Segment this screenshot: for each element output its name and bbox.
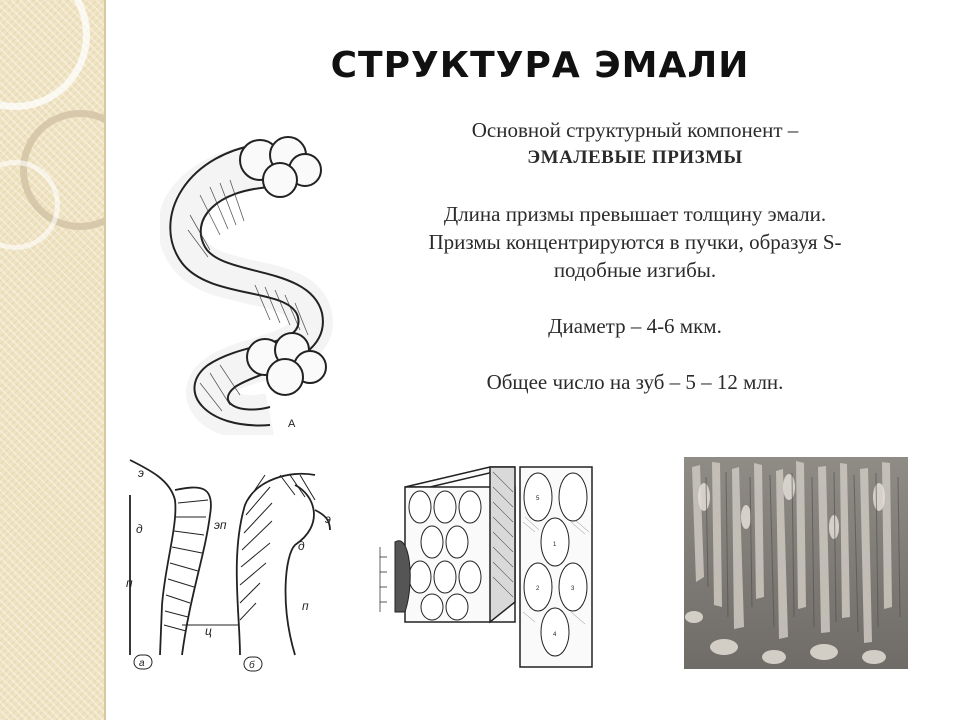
enamel-label-a: э <box>138 466 144 480</box>
body-text <box>360 116 910 396</box>
c-label: ц <box>205 624 212 638</box>
fig-a-label: а <box>139 658 145 669</box>
dentin-label-a: д <box>136 522 143 536</box>
ep-label: эп <box>214 518 227 532</box>
prism-bundle-illustration <box>160 125 350 435</box>
prism-number-2: 2 <box>536 586 540 592</box>
pulp-label-b: п <box>302 599 309 613</box>
bends-line: подобные изгибы. <box>553 258 717 282</box>
side-band-edge <box>104 0 106 720</box>
prism-number-1: 1 <box>553 542 557 548</box>
diameter-line: Диаметр – 4-6 мкм. <box>548 314 722 338</box>
bundles-line: Призмы концентрируются в пучки, образуя S- <box>428 230 842 254</box>
count-line: Общее число на зуб – 5 – 12 млн. <box>486 370 784 394</box>
prism-number-5: 5 <box>536 496 540 502</box>
slide-title: СТРУКТУРА ЭМАЛИ <box>330 45 750 86</box>
prism-block-diagram <box>375 462 595 672</box>
dentin-label-b: д <box>298 539 305 553</box>
enamel-prisms-label: ЭМАЛЕВЫЕ ПРИЗМЫ <box>527 147 743 168</box>
intro-line: Основной структурный компонент – <box>471 118 799 142</box>
decorative-ring <box>0 0 90 110</box>
decorative-side-band <box>0 0 106 720</box>
prism-number-3: 3 <box>571 586 575 592</box>
length-line: Длина призмы превышает толщину эмали. <box>443 202 827 226</box>
figure-label-a: А <box>288 418 296 430</box>
tooth-section-diagrams <box>120 455 350 685</box>
pulp-label-a: п <box>126 576 133 590</box>
enamel-micrograph <box>684 457 908 669</box>
prism-number-4: 4 <box>553 632 557 638</box>
enamel-label-b: э <box>325 512 331 526</box>
fig-b-label: б <box>249 660 255 671</box>
